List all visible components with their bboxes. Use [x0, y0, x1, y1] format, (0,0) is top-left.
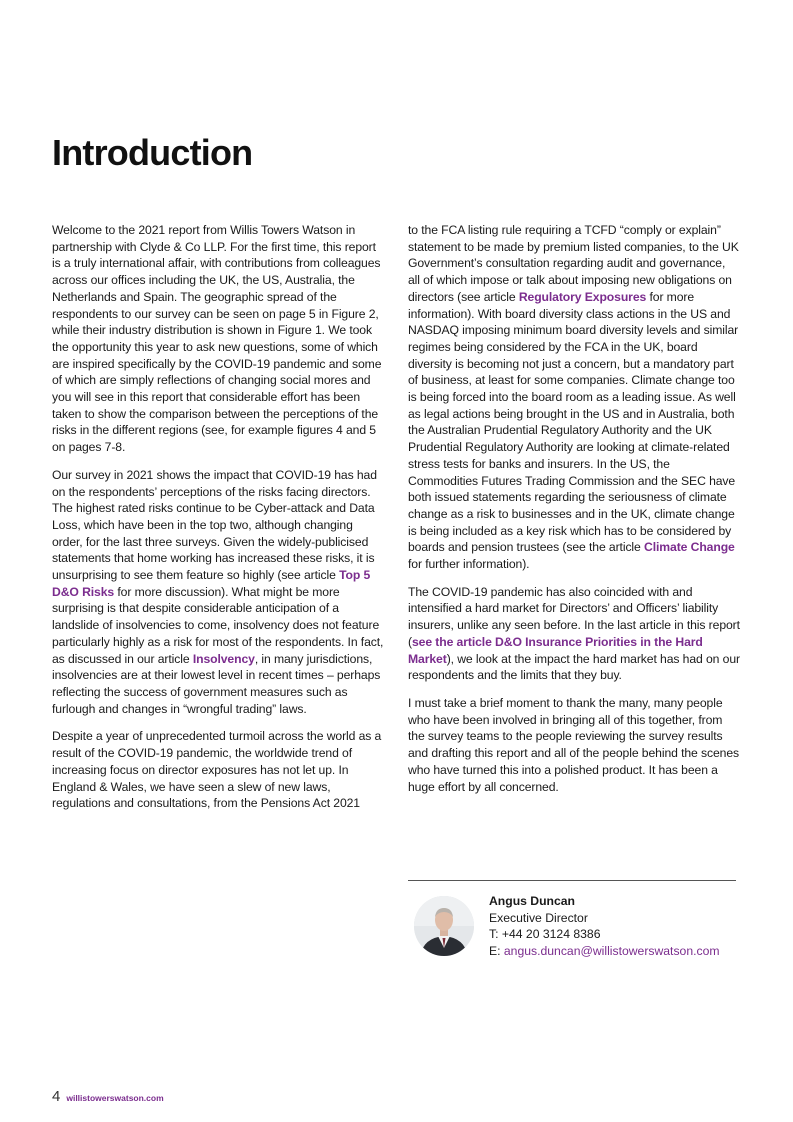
contact-avatar	[414, 896, 474, 956]
insolvency-link[interactable]: Insolvency	[192, 651, 255, 666]
contact-divider	[408, 880, 736, 881]
intro-paragraph-6: I must take a brief moment to thank the many, many people who have been involved in bringing all of this together, from the survey teams to the people reviewing the survey results and drafting this report and all of the people behind the scenes who have turned this into a polished product. It has been a huge effort by all concerned.	[408, 695, 740, 794]
email-label: E:	[489, 944, 504, 959]
top-5-risks-link[interactable]: Top 5 D&O Risks	[52, 568, 371, 599]
page-number: 4	[52, 1088, 61, 1105]
paragraph-text: , in many jurisdictions, insolvencies are at their lowest level in recent times – perhaps reflecting the success of government measures such as furlough and changes in “wrongful trading” laws.	[52, 651, 381, 716]
do-insurance-priorities-link[interactable]: see the article D&O Insurance Priorities in the Hard Market	[408, 634, 703, 666]
intro-paragraph-3: Despite a year of unprecedented turmoil across the world as a result of the COVID-19 pandemic, the worldwide trend of increasing focus on director exposures has not let up. In England & Wales, we have seen a slew of new laws, regulations and consultations, from the Pensions Act 2021	[52, 729, 382, 811]
page-footer	[52, 1088, 164, 1105]
paragraph-text: for further information).	[408, 557, 530, 572]
contact-email-row	[489, 943, 720, 960]
intro-paragraph-5	[408, 584, 740, 684]
paragraph-text: for more information). With board diversity class actions in the US and NASDAQ imposing minimum board diversity levels and similar regimes being considered by the FCA in the UK, board diversity is becoming not just a concern, but a mandatory part of business, at least for some companies. Climate change too is being forced into the board room as a leading issue. As well as legal actions being brought in the US and in Australia, both the Australian Prudential Regulatory Authority and the UK Prudential Regulatory Authority are looking at climate-related stress tests for banks and insurers. In the US, the Commodities Futures Trading Commission and the SEC have both issued statements regarding the seriousness of climate change as a risk to businesses and in the UK, climate change is being included as a key risk which has to be considered by boards and pension trustees (see the article	[408, 289, 739, 555]
contact-name: Angus Duncan	[489, 894, 575, 908]
paragraph-text: for more discussion). What might be more surprising is that despite considerable anticipation of a landslide of insolvencies to come, insolvency does not feature particularly highly as a risk for most of the respondents. In fact, as discussed in our article	[52, 584, 384, 666]
footer-website-link[interactable]: willistowerswatson.com	[66, 1093, 164, 1103]
contact-email-link[interactable]: angus.duncan@willistowerswatson.com	[503, 944, 720, 959]
contact-phone: T: +44 20 3124 8386	[489, 927, 601, 942]
contact-role: Executive Director	[489, 910, 588, 925]
regulatory-exposures-link[interactable]: Regulatory Exposures	[518, 289, 647, 304]
paragraph-text: ), we look at the impact the hard market has had on our respondents and the limits that they buy.	[408, 651, 740, 683]
paragraph-text: Our survey in 2021 shows the impact that COVID-19 has had on the respondents’ perceptions of the risks facing directors. The highest rated risks continue to be Cyber-attack and Data Loss, which have been in the top two, although changing order, for the last three surveys. Given the widely-publicised statements that home working has increased these risks, it is unsurprising to see them feature so highly (see article	[52, 467, 377, 583]
right-column	[408, 222, 740, 806]
paragraph-text: to the FCA listing rule requiring a TCFD “comply or explain” statement to be made by premium listed companies, to the UK Government’s consultation regarding audit and governance, all of which impose or talk about imposing new obligations on directors (see article	[408, 223, 739, 304]
intro-paragraph-1: Welcome to the 2021 report from Willis Towers Watson in partnership with Clyde & Co LLP. For the first time, this report is a truly international affair, with contributions from colleagues across our offices including the UK, the US, Australia, the Netherlands and Spain. The geographic spread of the respondents to our survey can be seen on page 5 in Figure 2, while their industry distribution is shown in Figure 1. We took the opportunity this year to ask new questions, some of which are inspired specifically by the COVID-19 pandemic and some of which are simply reflections of changing social mores and you will see in this report that considerable effort has been taken to show the comparison between the perceptions of the risks in the different regions (see, for example figures 4 and 5 on pages 7-8.	[52, 223, 382, 455]
paragraph-text: The COVID-19 pandemic has also coincided with and intensified a hard market for Directors’ and Officers’ liability insurers, unlike any seen before. In the last article in this report (	[408, 584, 740, 649]
left-column	[52, 222, 384, 823]
climate-change-link[interactable]: Climate Change	[644, 540, 735, 555]
person-portrait-icon	[414, 896, 474, 956]
intro-paragraph-4	[408, 222, 740, 573]
contact-details	[489, 893, 720, 960]
intro-paragraph-2	[52, 467, 384, 718]
page-title: Introduction	[52, 132, 253, 173]
